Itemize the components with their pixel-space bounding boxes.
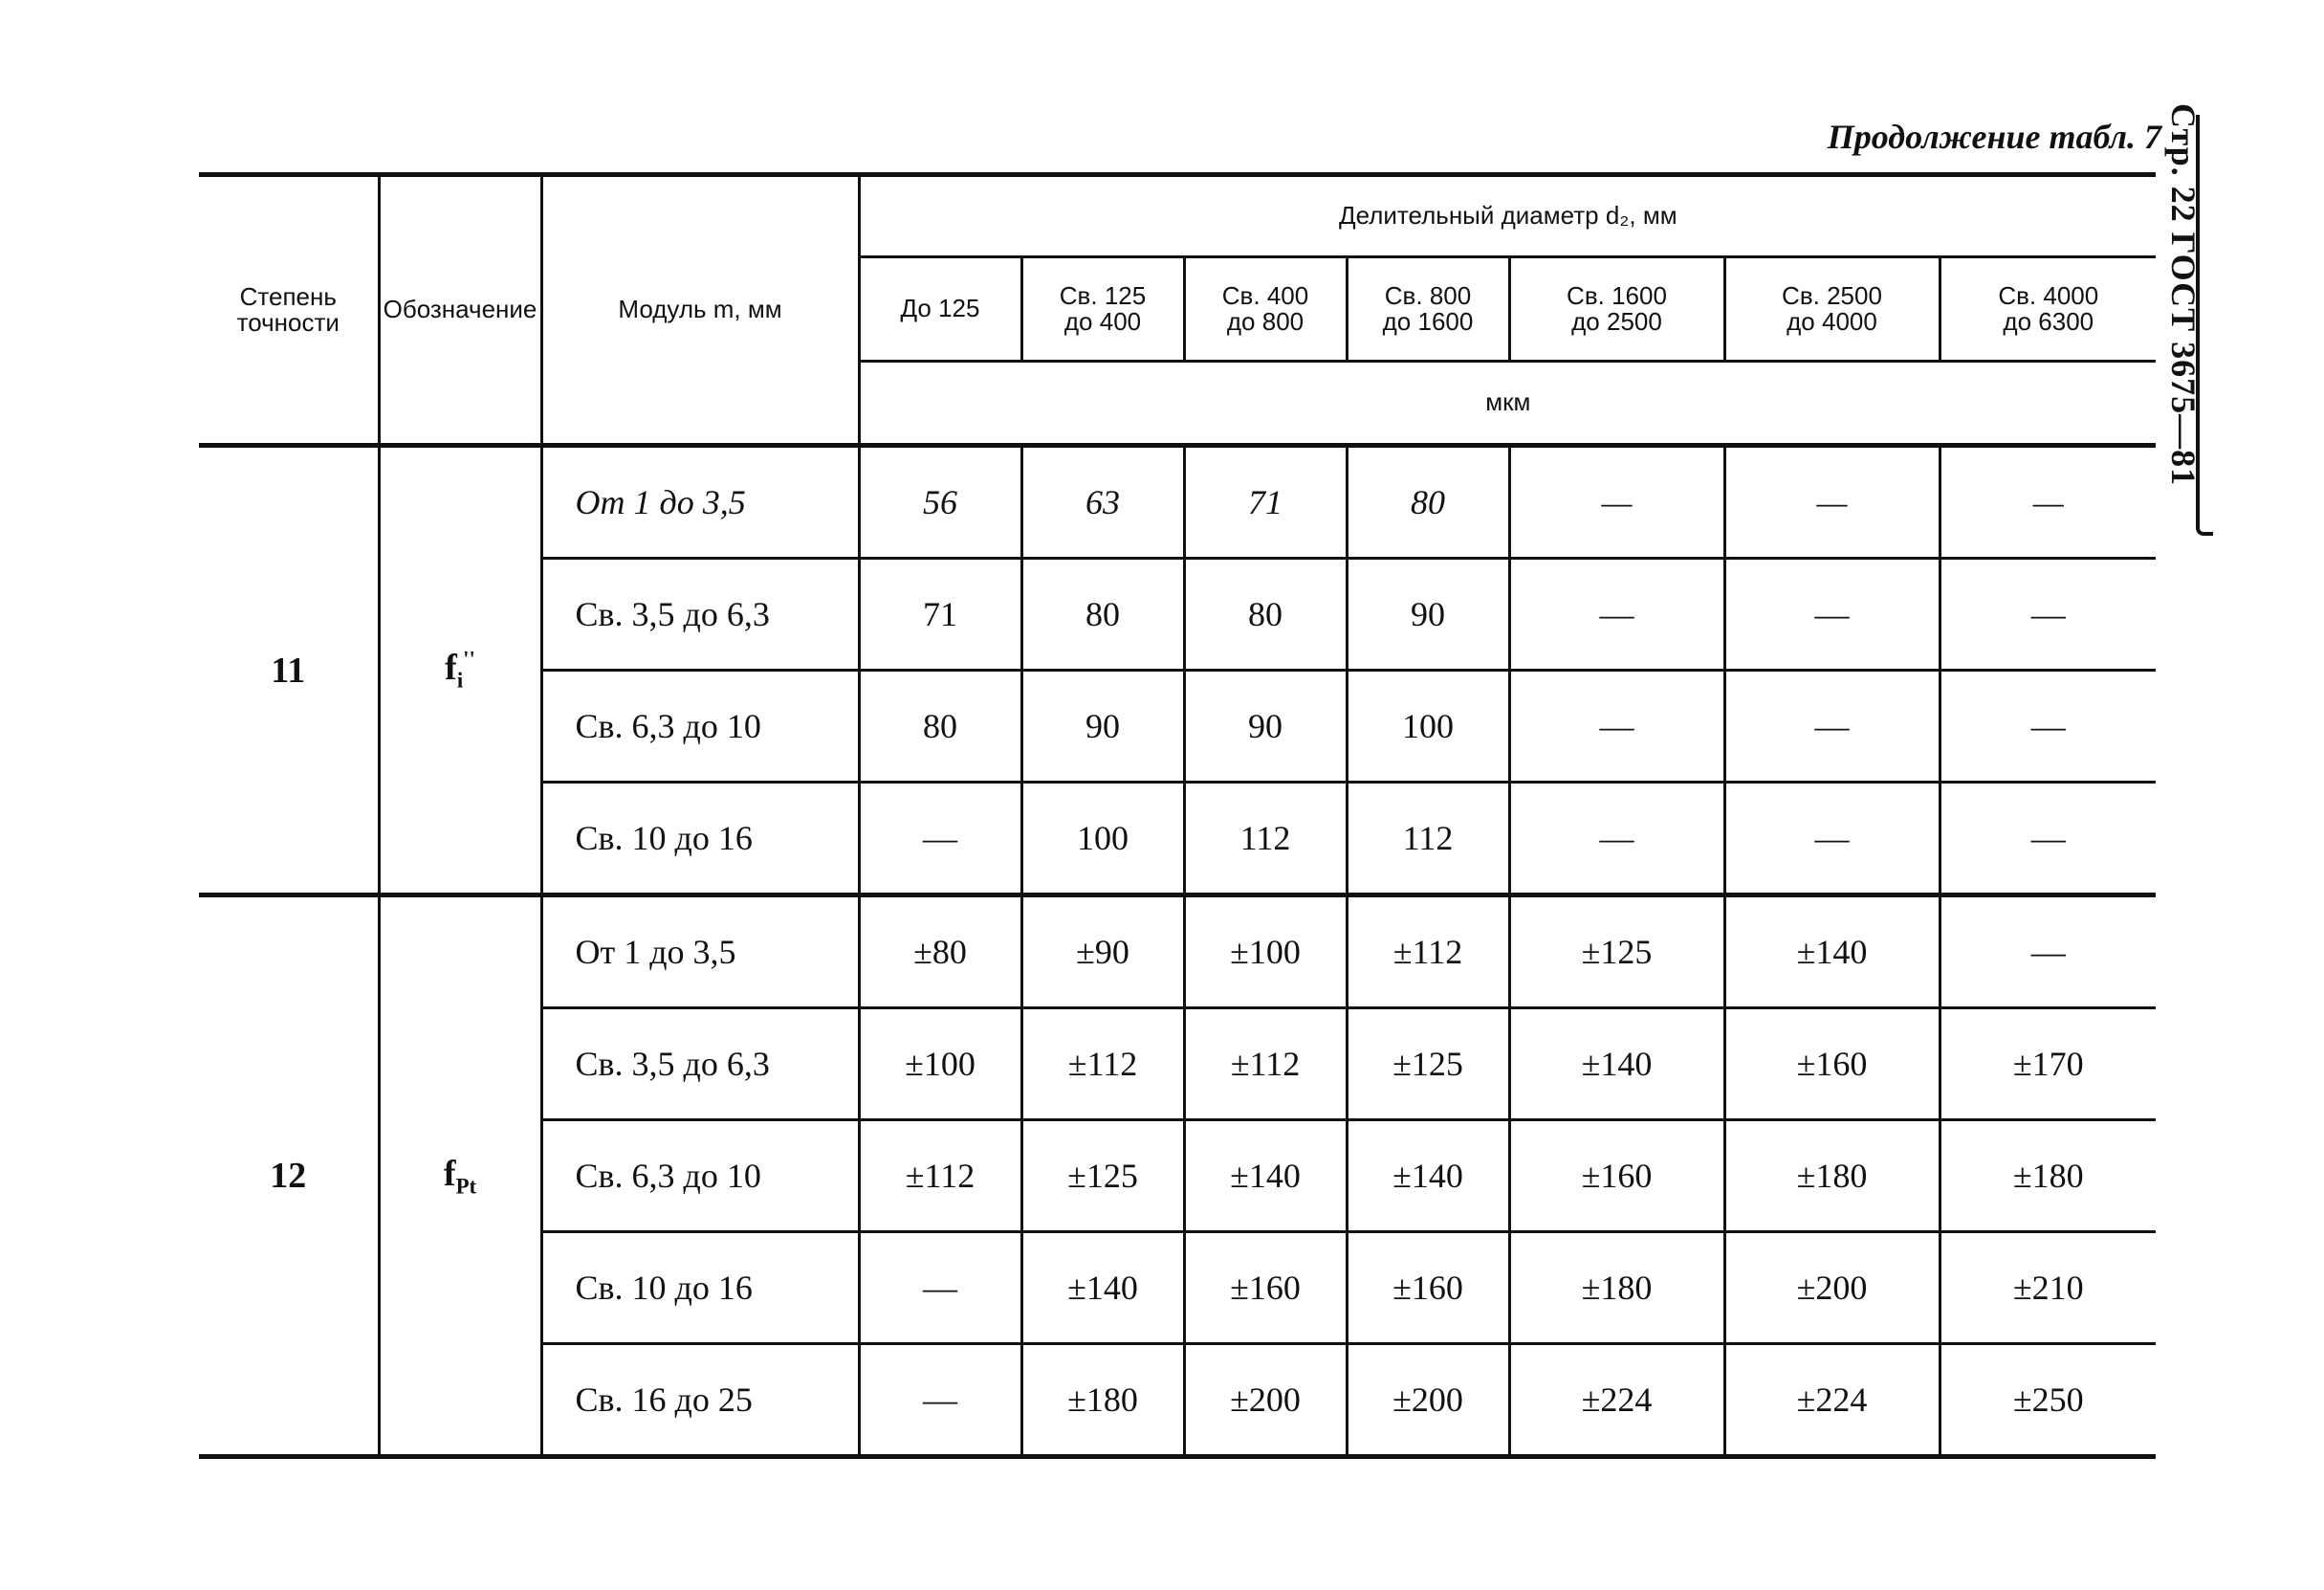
tolerance-value: — (1940, 446, 2156, 559)
module-range: Св. 6,3 до 10 (541, 671, 859, 783)
tolerance-value: ±140 (1347, 1120, 1509, 1232)
header-grade: Степень точности (199, 175, 379, 446)
tolerance-value: ±100 (1184, 895, 1347, 1008)
tolerance-value: — (1940, 671, 2156, 783)
tolerance-value: — (859, 1344, 1021, 1457)
tolerance-value: — (859, 783, 1021, 895)
tolerance-value: — (1724, 559, 1940, 671)
diameter-range-line2: до 800 (1226, 307, 1305, 336)
diameter-range-line1: Св. 2500 (1782, 280, 1882, 310)
tolerance-value: ±160 (1509, 1120, 1724, 1232)
tolerance-value: ±160 (1184, 1232, 1347, 1344)
tolerance-symbol (379, 895, 541, 1457)
tolerance-value: ±160 (1724, 1008, 1940, 1120)
symbol-base: f (443, 1153, 456, 1194)
header-unit: мкм (859, 362, 2156, 446)
diameter-range-line1: Св. 1600 (1567, 280, 1667, 310)
diameter-range-line2: до 6300 (2003, 307, 2094, 336)
tolerance-value: — (1940, 895, 2156, 1008)
tolerance-value: 112 (1184, 783, 1347, 895)
tolerance-value: — (1724, 783, 1940, 895)
tolerance-value: 80 (859, 671, 1021, 783)
accuracy-grade: 11 (199, 446, 379, 895)
tolerance-value: ±100 (859, 1008, 1021, 1120)
accuracy-grade: 12 (199, 895, 379, 1457)
tolerance-value: ±80 (859, 895, 1021, 1008)
symbol-subscript: Pt (455, 1174, 477, 1199)
tolerance-value: 80 (1347, 446, 1509, 559)
continuation-title: Продолжение табл. 7 (1827, 118, 2161, 156)
tolerance-value: 71 (859, 559, 1021, 671)
tolerance-value: ±140 (1184, 1120, 1347, 1232)
tolerance-value: — (1509, 559, 1724, 671)
header-diameter-range (1184, 257, 1347, 362)
diameter-range-line2: до 1600 (1382, 307, 1474, 336)
tolerance-value: ±200 (1347, 1344, 1509, 1457)
tolerance-value: 80 (1184, 559, 1347, 671)
tolerance-value: ±112 (1347, 895, 1509, 1008)
diameter-range-line1: До 125 (900, 294, 980, 323)
module-range: Св. 3,5 до 6,3 (541, 559, 859, 671)
symbol-base: f (445, 648, 457, 689)
tolerance-value: 80 (1021, 559, 1184, 671)
module-range: Св. 16 до 25 (541, 1344, 859, 1457)
tolerance-value: 56 (859, 446, 1021, 559)
tolerance-value: 71 (1184, 446, 1347, 559)
tolerance-value: ±160 (1347, 1232, 1509, 1344)
tolerance-value: ±180 (1509, 1232, 1724, 1344)
tolerance-symbol (379, 446, 541, 895)
diameter-range-line2: до 400 (1063, 307, 1142, 336)
tolerance-value: ±180 (1724, 1120, 1940, 1232)
tolerance-value: 100 (1347, 671, 1509, 783)
table-row (199, 446, 2156, 559)
tolerance-value: ±112 (1184, 1008, 1347, 1120)
symbol-superscript: '' (463, 647, 475, 672)
tolerance-value: ±224 (1724, 1344, 1940, 1457)
tolerance-value: ±140 (1021, 1232, 1184, 1344)
header-diameter-range (859, 257, 1021, 362)
tolerance-value: — (1509, 671, 1724, 783)
tolerance-value: ±112 (1021, 1008, 1184, 1120)
module-range: Св. 3,5 до 6,3 (541, 1008, 859, 1120)
tolerance-value: ±125 (1021, 1120, 1184, 1232)
header-diameter-range (1021, 257, 1184, 362)
module-range: Св. 10 до 16 (541, 783, 859, 895)
tolerance-value: — (859, 1232, 1021, 1344)
tolerance-value: ±90 (1021, 895, 1184, 1008)
table-row (199, 895, 2156, 1008)
tolerance-value: — (1940, 783, 2156, 895)
tolerance-value: — (1509, 783, 1724, 895)
tolerance-value: ±200 (1724, 1232, 1940, 1344)
header-symbol: Обозначение (379, 175, 541, 446)
tolerance-value: ±170 (1940, 1008, 2156, 1120)
tolerance-table (199, 172, 2156, 1459)
page-side-label: Стр. 22 ГОСТ 3675—81 (2164, 103, 2203, 487)
tolerance-value: 90 (1347, 559, 1509, 671)
tolerance-value: ±140 (1724, 895, 1940, 1008)
tolerance-value: 100 (1021, 783, 1184, 895)
header-diameter-range (1940, 257, 2156, 362)
tolerance-value: 90 (1184, 671, 1347, 783)
tolerance-value: ±210 (1940, 1232, 2156, 1344)
tolerance-value: — (1940, 559, 2156, 671)
header-diameter-range (1347, 257, 1509, 362)
module-range: От 1 до 3,5 (541, 895, 859, 1008)
module-range: От 1 до 3,5 (541, 446, 859, 559)
tolerance-value: ±125 (1509, 895, 1724, 1008)
diameter-range-line1: Св. 800 (1384, 280, 1472, 310)
header-diameter-range (1724, 257, 1940, 362)
header-diameter-group: Делительный диаметр d₂, мм (859, 175, 2156, 257)
tolerance-value: ±250 (1940, 1344, 2156, 1457)
tolerance-value: 112 (1347, 783, 1509, 895)
symbol-subscript: i (456, 668, 464, 693)
diameter-range-line2: до 4000 (1787, 307, 1877, 336)
header-module: Модуль m, мм (541, 175, 859, 446)
tolerance-value: — (1509, 446, 1724, 559)
tolerance-value: 90 (1021, 671, 1184, 783)
tolerance-value: ±112 (859, 1120, 1021, 1232)
diameter-range-line2: до 2500 (1571, 307, 1662, 336)
module-range: Св. 6,3 до 10 (541, 1120, 859, 1232)
tolerance-value: ±140 (1509, 1008, 1724, 1120)
tolerance-value: ±180 (1021, 1344, 1184, 1457)
module-range: Св. 10 до 16 (541, 1232, 859, 1344)
header-diameter-range (1509, 257, 1724, 362)
diameter-range-line1: Св. 4000 (1998, 280, 2099, 310)
tolerance-value: — (1724, 446, 1940, 559)
tolerance-value: ±180 (1940, 1120, 2156, 1232)
diameter-range-line1: Св. 125 (1059, 280, 1147, 310)
tolerance-value: ±200 (1184, 1344, 1347, 1457)
diameter-range-line1: Св. 400 (1221, 280, 1309, 310)
tolerance-value: ±224 (1509, 1344, 1724, 1457)
tolerance-value: ±125 (1347, 1008, 1509, 1120)
side-bracket (2196, 115, 2213, 536)
tolerance-value: 63 (1021, 446, 1184, 559)
tolerance-value: — (1724, 671, 1940, 783)
